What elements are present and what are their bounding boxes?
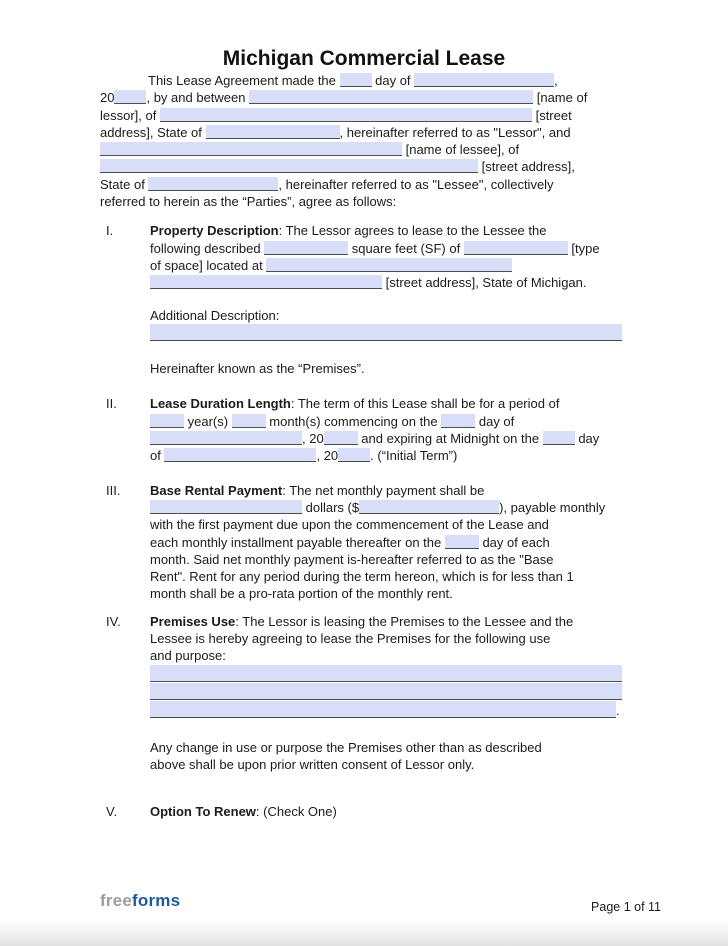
- premises-note-paragraph: [150, 360, 628, 377]
- text-run: day of: [475, 413, 515, 429]
- fill-field[interactable]: [206, 125, 340, 139]
- section-body: [150, 222, 628, 377]
- text-run: State of: [100, 176, 149, 192]
- fill-field[interactable]: [340, 73, 372, 87]
- fill-field[interactable]: [150, 431, 302, 445]
- fill-field[interactable]: [150, 414, 184, 428]
- fill-field[interactable]: [150, 683, 622, 700]
- text-run: Hereinafter known as the “Premises”.: [150, 361, 365, 377]
- text-run: , 20: [302, 431, 324, 447]
- page-bottom-shadow: [0, 920, 728, 946]
- fill-field[interactable]: [324, 431, 358, 445]
- text-run: Premises Use: [150, 613, 236, 629]
- text-run: [street: [531, 107, 572, 123]
- fill-field[interactable]: [100, 159, 478, 173]
- freeforms-logo: [100, 891, 180, 911]
- text-run: of: [150, 448, 165, 464]
- text-run: of space] located at: [150, 257, 267, 273]
- text-run: ,: [554, 73, 558, 88]
- text-run: year(s): [184, 413, 232, 429]
- fill-field[interactable]: [164, 448, 316, 462]
- section-number: III.: [106, 482, 121, 498]
- text-run: and purpose:: [150, 648, 226, 664]
- text-run: : The Lessor is leasing the Premises to the Lessee and the: [235, 613, 574, 629]
- text-run: [name of lessee], of: [402, 142, 520, 158]
- text-run: dollars ($: [302, 499, 360, 515]
- use-change-paragraph: [150, 739, 628, 774]
- text-run: 20: [100, 90, 115, 106]
- text-run: [type: [567, 240, 600, 256]
- text-run: : (Check One): [255, 804, 337, 820]
- text-run: referred to herein as the “Parties”, agree as follows:: [100, 194, 397, 210]
- fill-field[interactable]: [266, 258, 512, 272]
- text-run: address], State of: [100, 124, 206, 140]
- section-paragraph: [150, 482, 628, 603]
- fill-field[interactable]: [114, 90, 146, 104]
- fill-field[interactable]: [338, 448, 370, 462]
- text-run: . (“Initial Term”): [370, 448, 458, 464]
- text-run: Option To Renew: [150, 804, 256, 820]
- text-run: lessor], of: [100, 107, 160, 123]
- fill-field[interactable]: [414, 73, 554, 87]
- text-run: , 20: [316, 448, 339, 464]
- section-number: V.: [106, 804, 118, 820]
- section-premises-use: [100, 613, 628, 773]
- fill-field[interactable]: [232, 414, 266, 428]
- text-run: [street address],: [478, 159, 575, 175]
- text-run: .: [616, 703, 620, 719]
- text-run: and expiring at Midnight on the: [357, 431, 543, 447]
- document-title: Michigan Commercial Lease: [222, 47, 506, 70]
- text-run: Property Description: [150, 223, 279, 239]
- section-paragraph: [150, 222, 628, 291]
- text-run: This Lease Agreement made the: [148, 73, 340, 88]
- fill-field[interactable]: [445, 535, 479, 549]
- section-body: [150, 803, 628, 820]
- fill-field[interactable]: [100, 142, 402, 156]
- fill-field[interactable]: [359, 500, 499, 514]
- text-run: each monthly installment payable thereafter on the: [150, 534, 445, 550]
- text-run: ), payable monthly: [499, 499, 606, 515]
- text-run: [name of: [533, 90, 588, 106]
- section-option-to-renew: [100, 803, 628, 820]
- section-lease-duration: [100, 395, 628, 464]
- text-run: Lessee is hereby agreeing to lease the Premises for the following use: [150, 631, 551, 647]
- text-run: Base Rental Payment: [150, 482, 283, 498]
- text-run: following described: [150, 240, 265, 256]
- section-paragraph: [150, 613, 628, 720]
- section-paragraph: [150, 803, 628, 820]
- text-run: day: [574, 431, 600, 447]
- text-run: Rent". Rent for any period during the term hereon, which is for less than 1: [150, 569, 574, 585]
- fill-field[interactable]: [464, 241, 568, 255]
- fill-field[interactable]: [543, 431, 575, 445]
- text-run: with the first payment due upon the commencement of the Lease and: [150, 517, 549, 533]
- section-property-description: [100, 222, 628, 377]
- section-body: [150, 482, 628, 603]
- text-run: : The term of this Lease shall be for a period of: [290, 396, 560, 412]
- text-run: : The Lessor agrees to lease to the Lessee the: [278, 223, 547, 239]
- fill-field[interactable]: [160, 108, 532, 122]
- text-run: [street address], State of Michigan.: [382, 275, 587, 291]
- fill-field[interactable]: [264, 241, 348, 255]
- intro-paragraph: [100, 72, 628, 210]
- text-run: Any change in use or purpose the Premises other than as described: [150, 739, 542, 755]
- text-run: month. Said net monthly payment is-hereafter referred to as the "Base: [150, 551, 554, 567]
- section-number: I.: [106, 223, 114, 239]
- logo-text-free: free: [100, 891, 132, 910]
- text-run: above shall be upon prior written consent of Lessor only.: [150, 756, 475, 772]
- fill-field[interactable]: [150, 275, 382, 289]
- section-body: [150, 395, 628, 464]
- text-run: day of: [371, 73, 415, 88]
- text-run: , by and between: [146, 90, 250, 106]
- section-paragraph: [150, 395, 628, 464]
- text-run: day of each: [478, 534, 550, 550]
- logo-text-forms: forms: [132, 891, 181, 910]
- text-run: Additional Description:: [150, 307, 280, 323]
- page-number: Page 1 of 11: [591, 900, 661, 914]
- text-run: square feet (SF) of: [348, 240, 464, 256]
- fill-field[interactable]: [148, 177, 278, 191]
- fill-field[interactable]: [441, 414, 475, 428]
- section-base-rental-payment: [100, 482, 628, 603]
- section-number: IV.: [106, 613, 121, 629]
- document-body: [100, 72, 628, 820]
- fill-field[interactable]: [150, 324, 622, 341]
- text-run: Lease Duration Length: [150, 396, 291, 412]
- fill-field[interactable]: [150, 500, 302, 514]
- section-number: II.: [106, 396, 117, 412]
- text-run: month shall be a pro-rata portion of the monthly rent.: [150, 586, 453, 602]
- text-run: , hereinafter referred to as "Lessee", collectively: [278, 176, 554, 192]
- fill-field[interactable]: [150, 701, 616, 718]
- section-body: [150, 613, 628, 773]
- text-run: , hereinafter referred to as "Lessor", and: [339, 124, 571, 140]
- text-run: month(s) commencing on the: [265, 413, 442, 429]
- additional-description-paragraph: [150, 307, 628, 343]
- fill-field[interactable]: [249, 90, 533, 104]
- text-run: : The net monthly payment shall be: [282, 482, 485, 498]
- fill-field[interactable]: [150, 665, 622, 682]
